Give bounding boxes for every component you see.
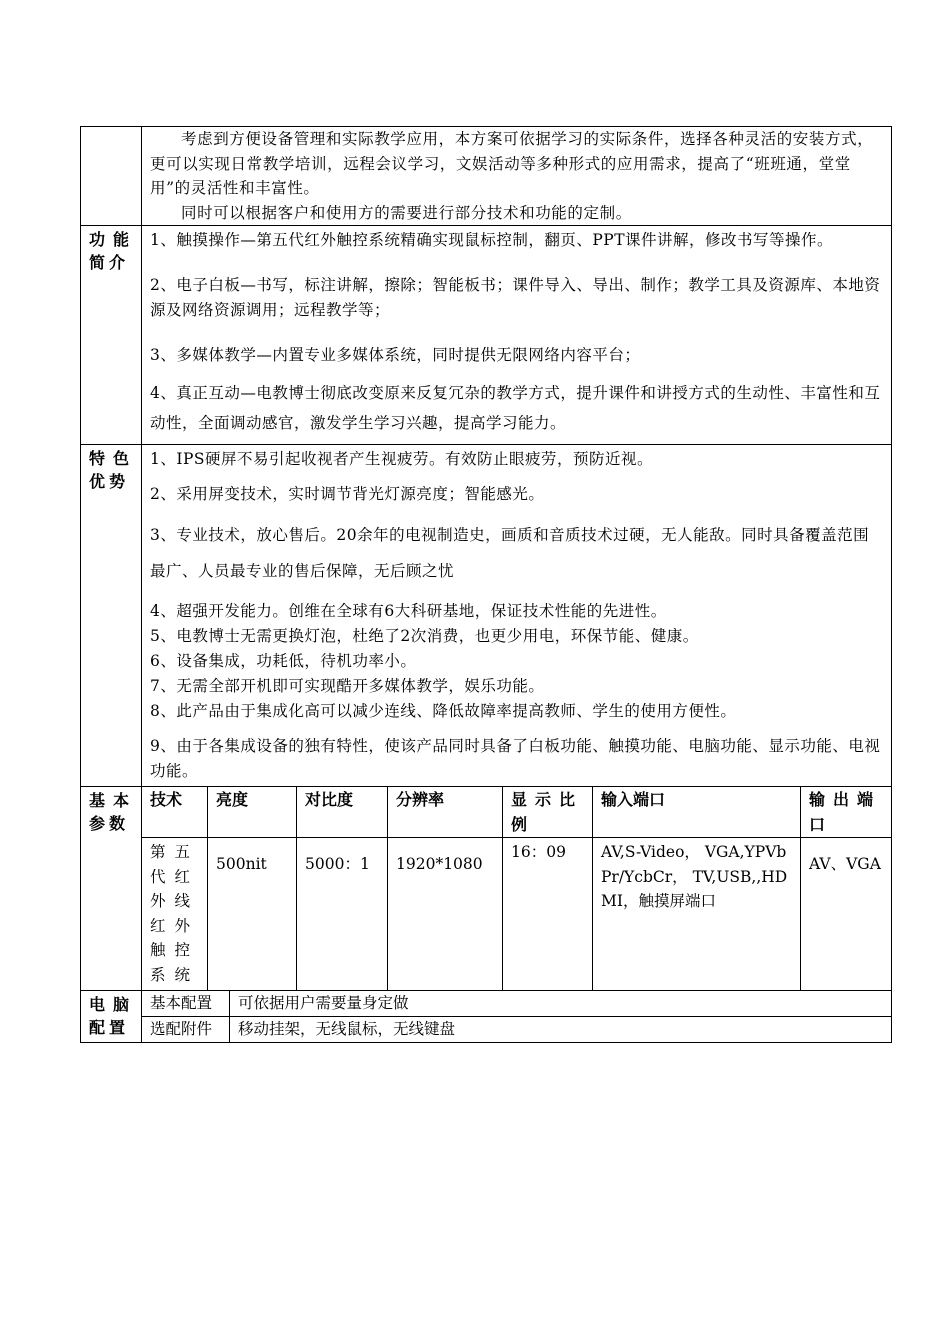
feature-item: 3、专业技术，放心售后。20余年的电视制造史，画质和音质技术过硬，无人能敌。同时具备覆盖范围最广、人员最专业的售后保障，无后顾之忧 (150, 526, 870, 580)
spec-header: 对比度 (297, 787, 388, 838)
function-item: 1、触摸操作—第五代红外触控系统精确实现鼠标控制，翻页、PPT课件讲解，修改书写等操作。 (150, 231, 834, 249)
spec-header: 输出端口 (801, 787, 892, 838)
intro-paragraph: 考虑到方便设备管理和实际教学应用，本方案可依据学习的实际条件，选择各种灵活的安装方式，更可以实现日常教学培训，远程会议学习，文娱活动等多种形式的应用需求，提高了“班班通，堂堂用”的灵活性和丰富性。 (150, 130, 874, 197)
feature-item: 6、设备集成，功耗低，待机功率小。 (150, 652, 417, 670)
spec-value-output-ports: AV、VGA (801, 838, 892, 991)
spec-value-contrast: 5000：1 (297, 838, 388, 991)
feature-item: 1、IPS硬屏不易引起收视者产生视疲劳。有效防止眼疲劳，预防近视。 (150, 450, 654, 468)
spec-value-technology: 第五代红外线红外触控系统 (142, 838, 208, 991)
feature-item: 2、采用屏变技术，实时调节背光灯源亮度；智能感光。 (150, 485, 545, 503)
functions-cell (142, 226, 892, 445)
specs-label: 基本参数 (81, 787, 142, 991)
intro-cell (142, 127, 892, 226)
function-item: 2、电子白板—书写，标注讲解，擦除；智能板书；课件导入、导出、制作；教学工具及资源库、本地资源及网络资源调用；远程教学等； (150, 276, 881, 319)
function-item: 3、多媒体教学—内置专业多媒体系统，同时提供无限网络内容平台； (150, 346, 641, 364)
feature-item: 9、由于各集成设备的独有特性，使该产品同时具备了白板功能、触摸功能、电脑功能、显示功能、电视功能。 (150, 737, 881, 780)
intro-row (81, 127, 892, 226)
functions-label: 功能简介 (81, 226, 142, 445)
intro-label-cell (81, 127, 142, 226)
features-row (81, 445, 892, 787)
spec-value-ratio: 16：09 (503, 838, 593, 991)
feature-item: 5、电教博士无需更换灯泡，杜绝了2次消费，也更少用电，环保节能、健康。 (150, 627, 699, 645)
spec-value-input-ports: AV,S-Video， VGA,YPVbPr/YcbCr， TV,USB,,HDMI，触摸屏端口 (593, 838, 801, 991)
spec-header: 显示比例 (503, 787, 593, 838)
spec-document-table (80, 126, 892, 1043)
spec-header: 技术 (142, 787, 208, 838)
features-cell (142, 445, 892, 787)
computer-row (81, 991, 892, 1017)
computer-row (81, 1017, 892, 1043)
spec-value-brightness: 500nit (208, 838, 297, 991)
feature-item: 4、超强开发能力。创维在全球有6大科研基地，保证技术性能的先进性。 (150, 602, 667, 620)
computer-label: 电脑配置 (81, 991, 142, 1043)
computer-config-key: 基本配置 (142, 991, 230, 1017)
computer-config-value: 移动挂架，无线鼠标，无线键盘 (230, 1017, 892, 1043)
feature-item: 8、此产品由于集成化高可以减少连线、降低故障率提高教师、学生的使用方便性。 (150, 702, 737, 720)
features-label: 特色优势 (81, 445, 142, 787)
spec-header: 亮度 (208, 787, 297, 838)
spec-value-resolution: 1920*1080 (388, 838, 503, 991)
spec-header: 输入端口 (593, 787, 801, 838)
computer-config-key: 选配附件 (142, 1017, 230, 1043)
specs-header-row (81, 787, 892, 838)
intro-paragraph: 同时可以根据客户和使用方的需要进行部分技术和功能的定制。 (181, 203, 632, 222)
spec-header: 分辨率 (388, 787, 503, 838)
specs-value-row (81, 838, 892, 991)
feature-item: 7、无需全部开机即可实现酷开多媒体教学，娱乐功能。 (150, 677, 545, 695)
functions-row (81, 226, 892, 445)
function-item: 4、真正互动—电教博士彻底改变原来反复冗杂的教学方式，提升课件和讲授方式的生动性、丰富性和互动性，全面调动感官，激发学生学习兴趣，提高学习能力。 (150, 384, 881, 432)
computer-config-value: 可依据用户需要量身定做 (230, 991, 892, 1017)
